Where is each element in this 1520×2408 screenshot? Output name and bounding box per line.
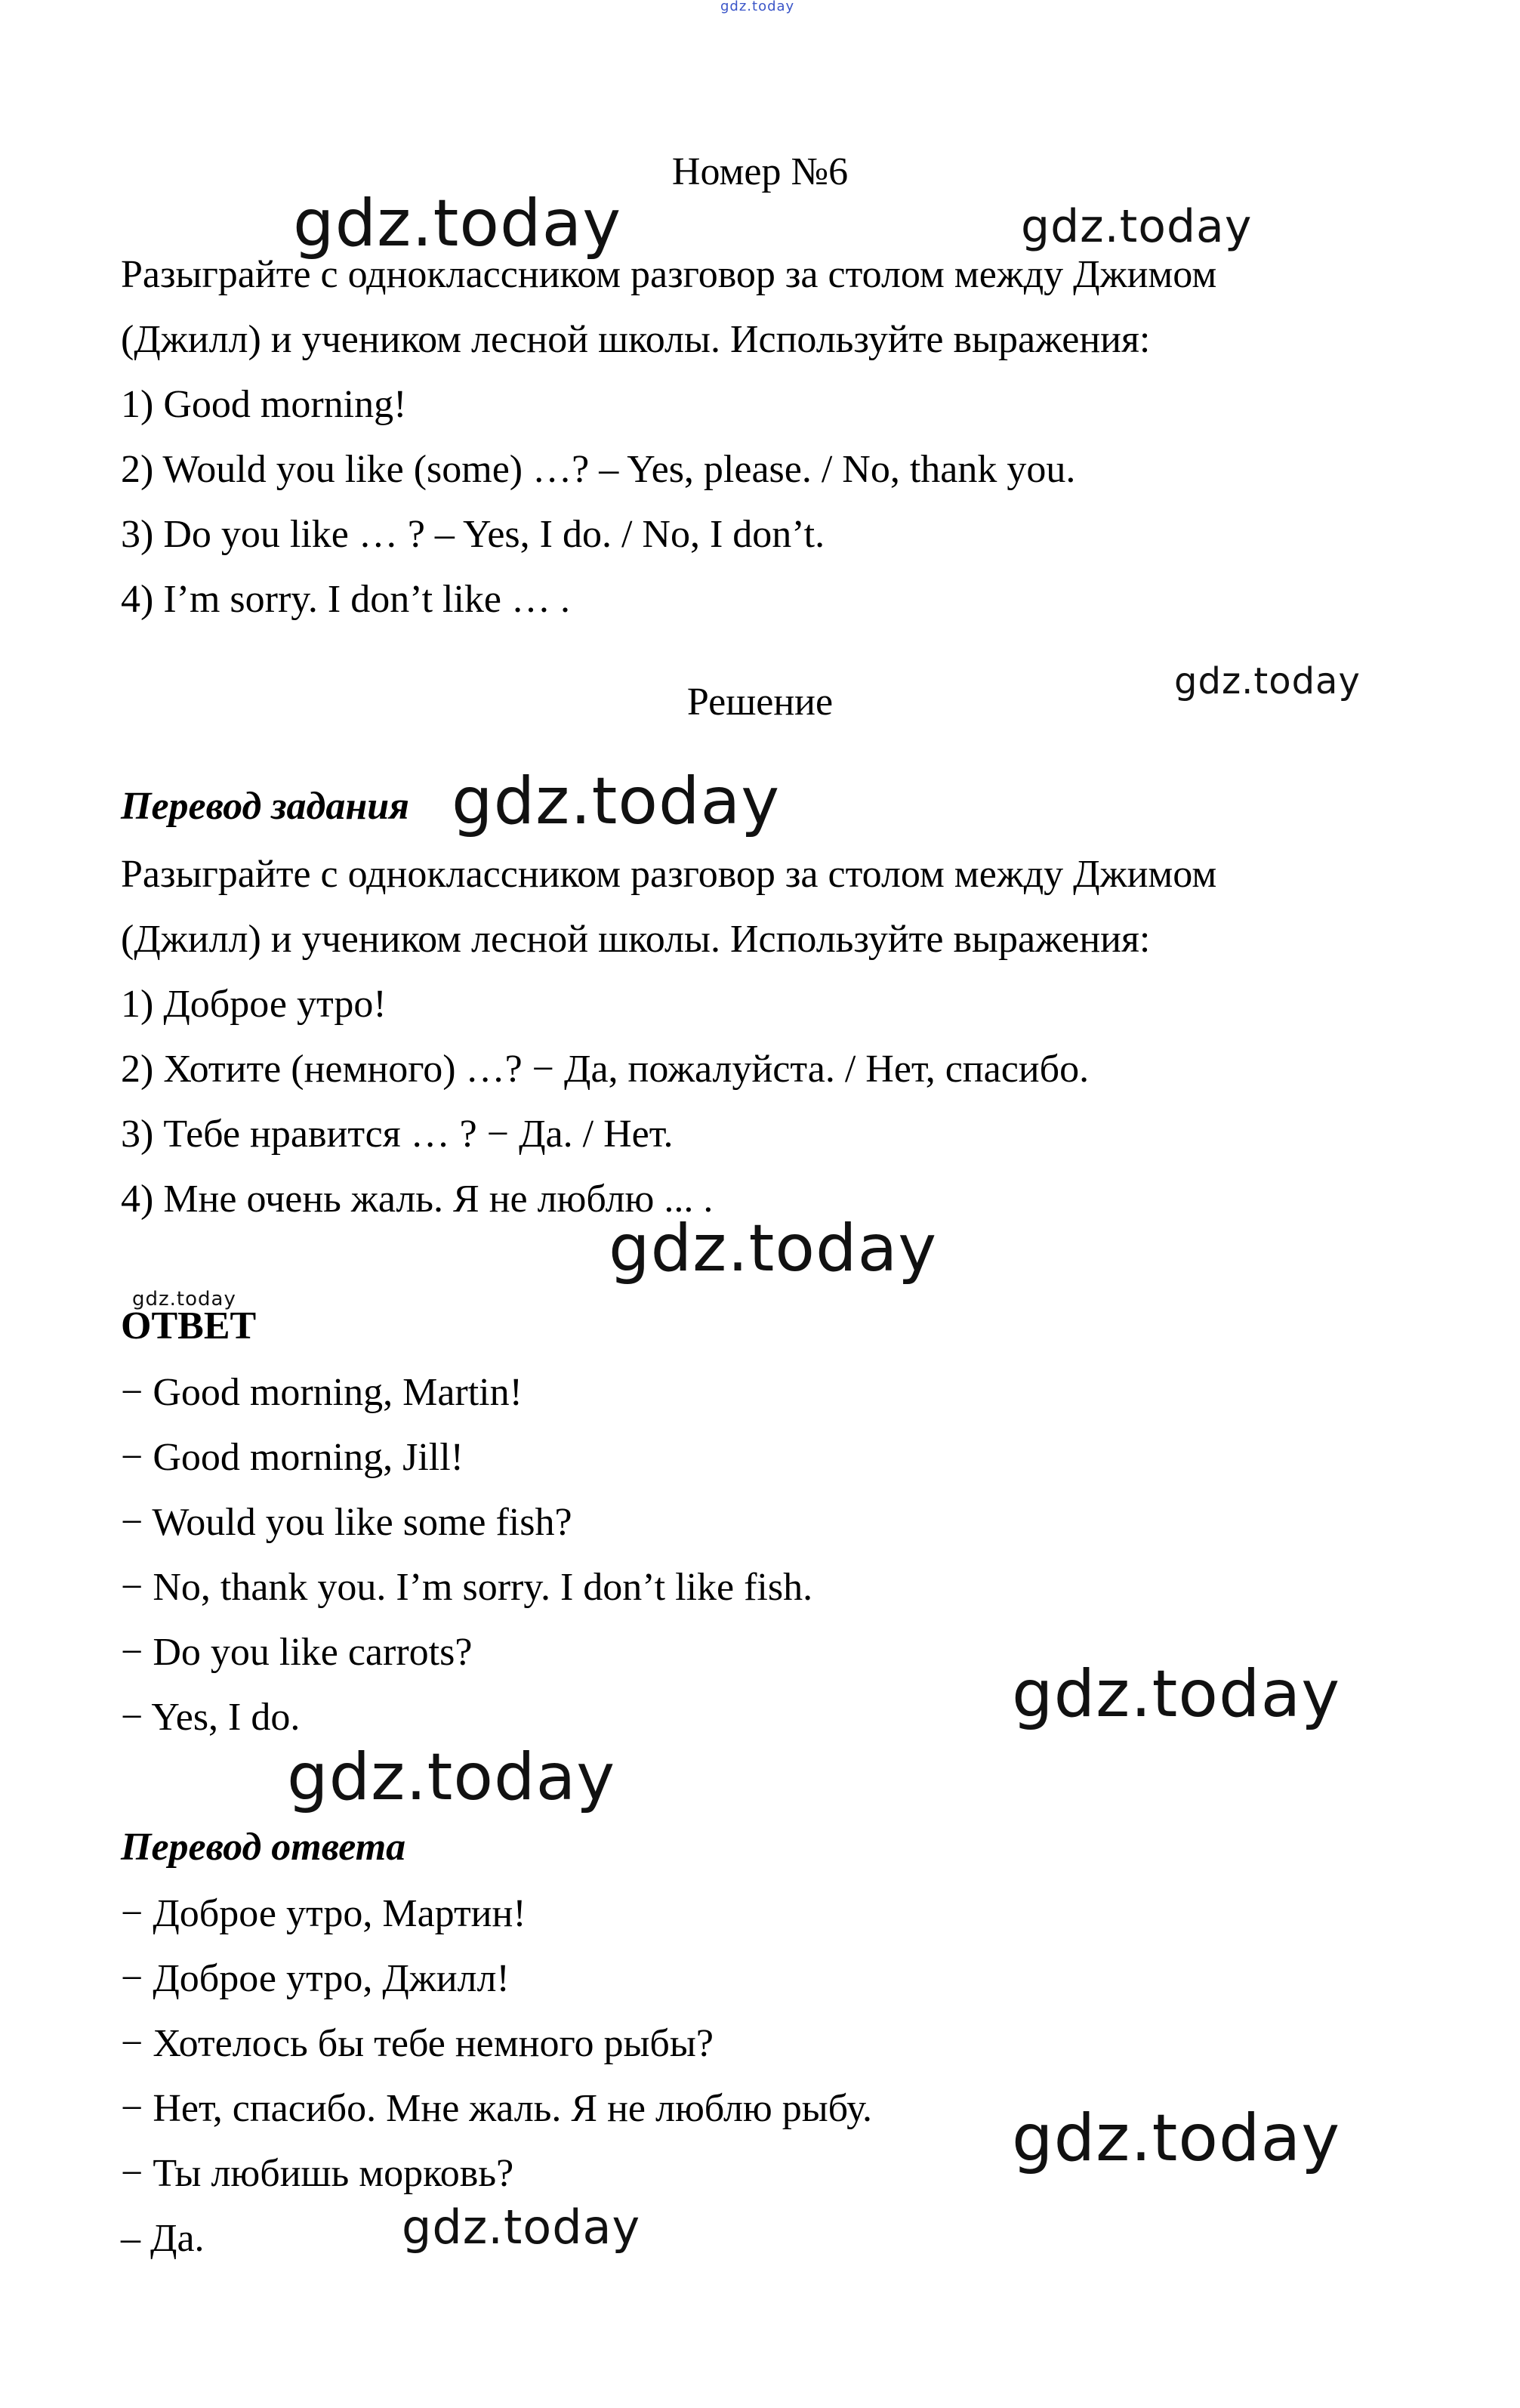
watermark-5: gdz.today bbox=[609, 1211, 938, 1286]
watermark-2: gdz.today bbox=[1021, 200, 1253, 253]
answer-heading: ОТВЕТ bbox=[121, 1304, 257, 1348]
answer-line: − Good morning, Martin! bbox=[121, 1371, 523, 1414]
answer-translation-line: − Доброе утро, Мартин! bbox=[121, 1892, 526, 1935]
watermark-4: gdz.today bbox=[452, 764, 781, 839]
translation-line: (Джилл) и учеником лесной школы. Используйте выражения: bbox=[121, 918, 1151, 961]
watermark-1: gdz.today bbox=[293, 186, 622, 261]
watermark-3: gdz.today bbox=[1174, 660, 1361, 702]
translation-line: 4) Мне очень жаль. Я не люблю ... . bbox=[121, 1178, 714, 1221]
watermark-6: gdz.today bbox=[132, 1288, 236, 1311]
task-line: 3) Do you like … ? – Yes, I do. / No, I don’t. bbox=[121, 513, 825, 556]
solution-heading: Решение bbox=[686, 681, 834, 724]
answer-line: − No, thank you. I’m sorry. I don’t like fish. bbox=[121, 1566, 813, 1609]
answer-line: − Do you like carrots? bbox=[121, 1631, 473, 1674]
watermark-8: gdz.today bbox=[287, 1740, 616, 1815]
answer-line: − Would you like some fish? bbox=[121, 1501, 572, 1544]
answer-translation-line: − Хотелось бы тебе немного рыбы? bbox=[121, 2022, 714, 2065]
answer-translation-line: − Доброе утро, Джилл! bbox=[121, 1957, 510, 2000]
translation-line: Разыграйте с одноклассником разговор за столом между Джимом bbox=[121, 853, 1217, 896]
task-line: 4) I’m sorry. I don’t like … . bbox=[121, 578, 571, 621]
task-line: 1) Good morning! bbox=[121, 383, 407, 426]
answer-line: − Good morning, Jill! bbox=[121, 1436, 464, 1479]
page-title: Номер №6 bbox=[671, 150, 849, 193]
task-line: Разыграйте с одноклассником разговор за столом между Джимом bbox=[121, 253, 1217, 296]
answer-translation-line: – Да. bbox=[121, 2217, 205, 2260]
answer-translation-line: − Нет, спасибо. Мне жаль. Я не люблю рыбу. bbox=[121, 2087, 872, 2130]
answer-translation-heading: Перевод ответа bbox=[121, 1826, 406, 1869]
answer-line: − Yes, I do. bbox=[121, 1696, 301, 1739]
translation-heading: Перевод задания bbox=[121, 785, 409, 828]
task-line: 2) Would you like (some) …? – Yes, please. / No, thank you. bbox=[121, 448, 1076, 491]
task-line: (Джилл) и учеником лесной школы. Используйте выражения: bbox=[121, 318, 1151, 361]
translation-line: 1) Доброе утро! bbox=[121, 983, 387, 1026]
answer-translation-line: − Ты любишь морковь? bbox=[121, 2152, 514, 2195]
watermark-7: gdz.today bbox=[1012, 1656, 1341, 1732]
translation-line: 2) Хотите (немного) …? − Да, пожалуйста. / Нет, спасибо. bbox=[121, 1048, 1090, 1091]
watermark-top: gdz.today bbox=[720, 0, 795, 14]
watermark-9: gdz.today bbox=[1012, 2101, 1341, 2176]
translation-line: 3) Тебе нравится … ? − Да. / Нет. bbox=[121, 1113, 674, 1156]
watermark-10: gdz.today bbox=[402, 2200, 641, 2255]
